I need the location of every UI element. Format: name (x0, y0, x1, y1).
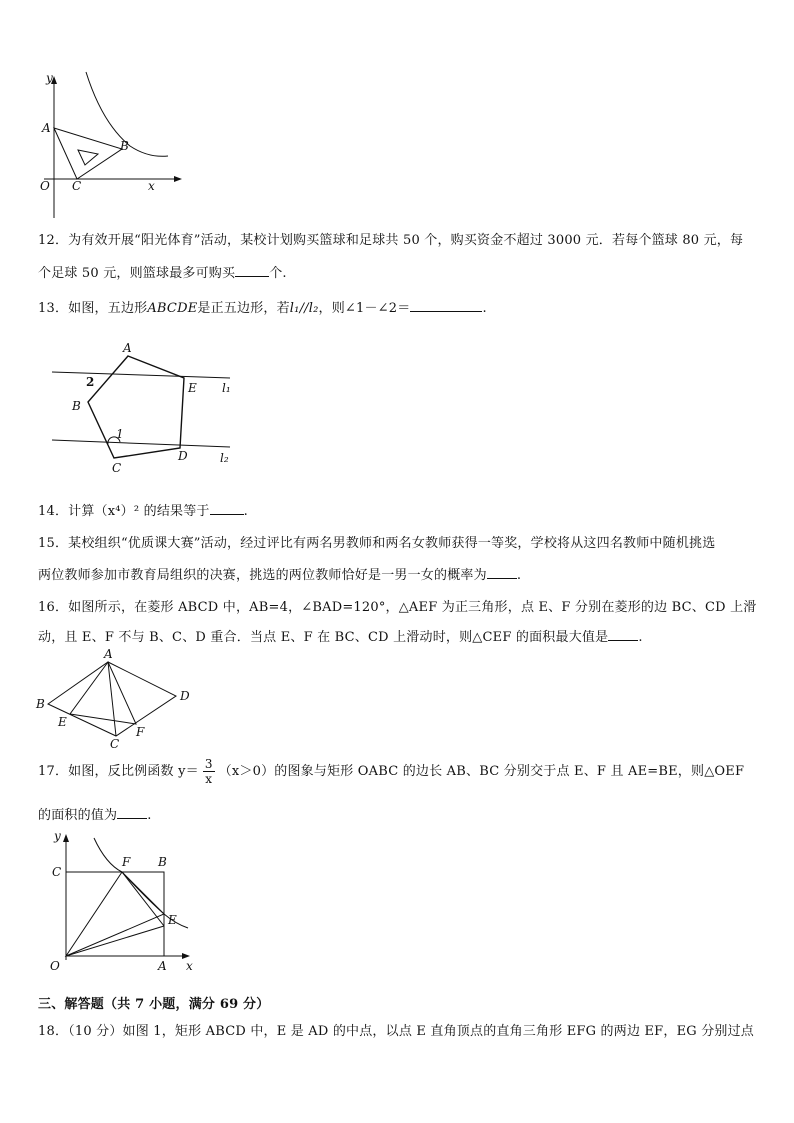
label-e: E (168, 913, 177, 927)
q15-line2 (38, 564, 521, 583)
set-square-hole (78, 150, 98, 165)
q17-line1 (38, 757, 744, 786)
q17-numerator: 3 (204, 757, 213, 771)
q13-line (38, 297, 487, 316)
x-arrow (174, 176, 182, 182)
label-c: C (72, 179, 82, 193)
q13-post: . (482, 301, 487, 316)
label-x: x (148, 179, 155, 193)
q11-figure (30, 68, 170, 218)
label-o: O (40, 179, 50, 193)
q17-answer-blank[interactable] (117, 806, 147, 819)
label-f: F (122, 855, 131, 869)
q14-answer-blank[interactable] (210, 502, 244, 515)
q16-line2-pre: 动，且 E、F 不与 B、C、D 重合．当点 E、F 在 BC、CD 上滑动时，则△CEF 的面积最大值是 (38, 630, 609, 645)
pentagon-abcde (88, 356, 184, 458)
label-d: D (178, 449, 188, 463)
q13-mid: 是正五边形，若 (197, 301, 290, 316)
q15-answer-blank[interactable] (487, 566, 517, 579)
q17-line2-post: . (147, 808, 152, 823)
label-l1: l₁ (222, 381, 231, 395)
label-a: A (158, 959, 167, 973)
label-d: D (180, 689, 190, 703)
q12-line2-post: 个. (269, 266, 287, 281)
q16-line2-post: . (638, 630, 643, 645)
q12-line2-pre: 个足球 50 元，则篮球最多可购买 (38, 266, 236, 281)
label-e: E (188, 381, 197, 395)
triangle-abc (54, 128, 122, 179)
q18-line1: 18．（10 分）如图 1，矩形 ABCD 中，E 是 AD 的中点，以点 E 直角顶点的直角三角形 EFG 的两边 EF，EG 分别过点 (38, 1024, 754, 1039)
triangle-oef (66, 872, 164, 956)
label-a: A (104, 647, 113, 661)
label-e: E (58, 715, 67, 729)
q17-fraction (203, 757, 215, 786)
label-a: A (42, 121, 51, 135)
segment-oe (66, 926, 164, 956)
q12-line1: 12．为有效开展“阳光体育”活动，某校计划购买篮球和足球共 50 个，购买资金不超过 3000 元．若每个篮球 80 元，每 (38, 233, 744, 248)
segment-ac (108, 662, 116, 736)
q17-post: （x＞0）的图象与矩形 OABC 的边长 AB、BC 分别交于点 E、F 且 AE=BE，则△OEF (218, 764, 745, 779)
label-a: A (123, 341, 132, 355)
q14-line (38, 500, 248, 519)
y-arrow (63, 834, 69, 842)
label-c: C (110, 737, 120, 751)
q15-line2-post: . (516, 568, 522, 583)
label-c: C (52, 865, 62, 879)
q13-shape: ABCDE (147, 301, 198, 316)
rectangle-oabc (66, 872, 164, 956)
line-l2 (52, 440, 230, 447)
q17-line2 (38, 804, 152, 823)
q15-line2-pre: 两位教师参加市教育局组织的决赛，挑选的两位教师恰好是一男一女的概率为 (38, 568, 487, 583)
label-c: C (112, 461, 122, 475)
q17-figure (46, 828, 206, 978)
label-f: F (136, 725, 145, 739)
q12-line2 (38, 262, 287, 281)
label-y: y (46, 71, 53, 85)
q15-line1: 15．某校组织“优质课大赛”活动，经过评比有两名男教师和两名女教师获得一等奖，学校将从这四名教师中随机挑选 (38, 536, 716, 551)
q17-line2-pre: 的面积的值为 (38, 808, 118, 823)
label-b: B (120, 139, 129, 153)
section-title: 三、解答题（共 7 小题，满分 69 分） (38, 997, 270, 1012)
segment-fe (122, 872, 164, 926)
q13-pre: 13．如图，五边形 (38, 301, 148, 316)
q13-cond: l₁//l₂ (289, 301, 319, 316)
line-l1 (52, 372, 230, 378)
q13-answer-blank[interactable] (410, 299, 482, 312)
q16-line2 (38, 626, 643, 645)
q16-figure (36, 647, 206, 751)
label-b: B (72, 399, 81, 413)
q14-post: . (243, 504, 248, 519)
label-1: 1 (116, 427, 124, 441)
label-b: B (36, 697, 45, 711)
label-y: y (54, 829, 61, 843)
q17-pre: 17．如图，反比例函数 y＝ (38, 764, 199, 779)
label-l2: l₂ (220, 451, 229, 465)
q16-answer-blank[interactable] (608, 628, 638, 641)
q13-figure (52, 340, 242, 475)
label-2: 2 (86, 375, 95, 389)
label-b: B (158, 855, 167, 869)
q14-pre: 14．计算（x⁴）² 的结果等于 (38, 504, 210, 519)
q13-mid2: ，则∠1－∠2＝ (318, 301, 411, 316)
q16-line1: 16．如图所示，在菱形 ABCD 中，AB=4，∠BAD=120°，△AEF 为正三角形，点 E、F 分别在菱形的边 BC、CD 上滑 (38, 600, 757, 615)
label-x: x (186, 959, 193, 973)
label-o: O (50, 959, 60, 973)
q17-denominator: x (205, 772, 213, 786)
q12-answer-blank[interactable] (235, 264, 269, 277)
